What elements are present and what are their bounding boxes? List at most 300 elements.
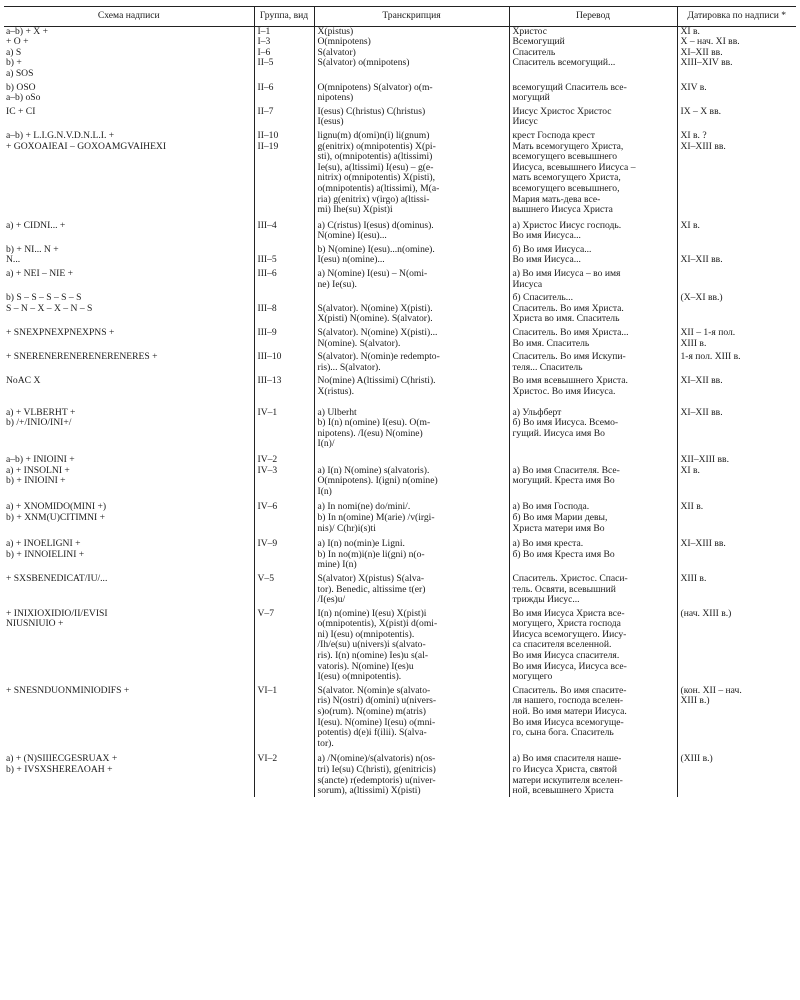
cell-line: a–b) + X + xyxy=(6,25,48,37)
group-cell xyxy=(254,450,314,466)
cell-line: I–6 xyxy=(257,46,271,58)
scheme-cell xyxy=(4,290,254,304)
cell-line: a) + (N)SIIIECGESRUAX + xyxy=(6,753,118,765)
cell-line: ris) N(ostri) d(omini) u(nivers- xyxy=(317,695,437,707)
cell-line: ris)... S(alvator). xyxy=(317,361,381,373)
cell-line: могущего xyxy=(512,671,553,683)
scheme-cell xyxy=(4,450,254,466)
cell-line: Иисуса всемогущего. Иису- xyxy=(512,628,627,640)
group-cell xyxy=(254,571,314,606)
cell-line: a–b) + L.I.G.N.V.D.N.L.I. + xyxy=(6,129,115,141)
group-cell xyxy=(254,255,314,266)
cell-line: ria) g(enitrix) v(irgo) a(ltissi- xyxy=(317,193,430,205)
translation-cell xyxy=(509,128,677,142)
group-cell xyxy=(254,497,314,534)
table-row xyxy=(4,128,796,142)
cell-line: S – N – X – X – N – S xyxy=(6,302,93,314)
cell-line: б) Во имя Иисуса... xyxy=(512,243,592,255)
dating-cell xyxy=(677,255,796,266)
cell-line: b) + XNM(U)CITIMNI + xyxy=(6,511,106,523)
translation-cell xyxy=(509,142,677,216)
cell-line: Спаситель. Во имя Христа. xyxy=(512,302,624,314)
cell-line: I–1 xyxy=(257,25,271,37)
cell-line: Ie(su), a(ltissimi) I(esu) – g(e- xyxy=(317,161,434,173)
cell-line: V–5 xyxy=(257,572,275,584)
cell-line: Во имя Иисуса спасителя. xyxy=(512,650,620,662)
cell-line: vatoris). N(omine) I(es)u xyxy=(317,660,414,672)
cell-line: NoAC X xyxy=(6,375,41,387)
translation-cell xyxy=(509,534,677,571)
cell-line: s)o(rum). N(omine) m(atris) xyxy=(317,706,426,718)
table-row xyxy=(4,266,796,290)
scheme-cell xyxy=(4,142,254,216)
cell-line: b) N(omine) I(esu)...n(omine). xyxy=(317,243,435,255)
table-row xyxy=(4,242,796,256)
cell-line: III–5 xyxy=(257,254,277,266)
cell-line: I(esus) C(hristus) C(hristus) xyxy=(317,105,426,117)
cell-line: O(mnipotens) S(alvator) o(m- xyxy=(317,81,433,93)
cell-line: XIII–XIV вв. xyxy=(680,57,733,69)
cell-line: XIV в. xyxy=(680,81,707,93)
cell-line: XI–XII вв. xyxy=(680,406,723,418)
cell-line: всемогущий Спаситель все- xyxy=(512,81,627,93)
cell-line: a–b) + INIOINI + xyxy=(6,453,75,465)
cell-line: IV–9 xyxy=(257,538,278,550)
dating-cell xyxy=(677,128,796,142)
cell-line: го, сына бога. Спаситель xyxy=(512,727,614,739)
header-translation: Перевод xyxy=(509,7,677,27)
transcription-cell xyxy=(314,142,509,216)
cell-line: s(ancte) r(edemptoris) u(niver- xyxy=(317,774,436,786)
scheme-cell xyxy=(4,266,254,290)
cell-line: tri) Ie(su) C(hristi), g(enitricis) xyxy=(317,764,436,775)
dating-cell xyxy=(677,26,796,48)
cell-line: mi) Ihe(su) X(pist)i xyxy=(317,204,393,216)
cell-line: tor). Benedic, altissime t(er) xyxy=(317,583,426,595)
table-row xyxy=(4,304,796,325)
translation-cell xyxy=(509,290,677,304)
translation-cell xyxy=(509,216,677,242)
cell-line: N(omine). S(alvator). xyxy=(317,337,401,349)
table-row xyxy=(4,255,796,266)
cell-line: Во имя Иисуса, Иисуса все- xyxy=(512,660,627,672)
scheme-cell xyxy=(4,606,254,683)
group-cell xyxy=(254,26,314,48)
cell-line: Христос xyxy=(512,25,547,37)
cell-line: b) + xyxy=(6,57,22,69)
translation-cell xyxy=(509,255,677,266)
cell-line: VI–2 xyxy=(257,753,278,765)
table-row xyxy=(4,216,796,242)
table-row xyxy=(4,373,796,397)
cell-line: го Иисуса Христа, святой xyxy=(512,764,617,775)
cell-line: II–19 xyxy=(257,140,279,152)
cell-line: (нач. XIII в.) xyxy=(680,607,732,619)
group-cell xyxy=(254,606,314,683)
cell-line: X(pistus) xyxy=(317,25,354,37)
cell-line: XII–XIII вв. xyxy=(680,453,729,465)
header-dating: Датировка по надписи * xyxy=(677,7,796,27)
cell-line: Спаситель. Во имя спасите- xyxy=(512,684,627,696)
group-cell xyxy=(254,216,314,242)
cell-line: могущего, Христа господа xyxy=(512,618,621,630)
cell-line xyxy=(681,304,794,315)
cell-line: I–3 xyxy=(257,36,271,48)
scheme-cell xyxy=(4,26,254,48)
cell-line: + SNERENERENERENERENERES + xyxy=(6,351,158,363)
cell-line: lignu(m) d(omi)n(i) li(gnum) xyxy=(317,129,430,141)
group-cell xyxy=(254,242,314,256)
transcription-cell xyxy=(314,48,509,80)
table-row xyxy=(4,450,796,466)
translation-cell xyxy=(509,749,677,796)
cell-line: а) Во имя креста. xyxy=(512,538,584,550)
table-body xyxy=(4,26,796,797)
cell-line: Во имя Иисуса... xyxy=(512,230,581,242)
cell-line: sorum), a(ltissimi) X(pisti) xyxy=(317,785,421,797)
cell-line xyxy=(318,455,506,466)
scheme-cell xyxy=(4,128,254,142)
cell-line: Всемогущий xyxy=(512,36,565,48)
cell-line: всемогущего всевышнего, xyxy=(512,182,620,194)
cell-line: III–10 xyxy=(257,351,282,363)
scheme-cell xyxy=(4,48,254,80)
translation-cell xyxy=(509,373,677,397)
dating-cell xyxy=(677,48,796,80)
cell-line: X(pisti) N(omine). S(alvator). xyxy=(317,313,433,325)
dating-cell xyxy=(677,142,796,216)
transcription-cell xyxy=(314,128,509,142)
cell-line: S(alvator). N(omine) X(pisti). xyxy=(317,302,433,314)
cell-line: + GOXOAIEAI – GOXOAMGVAIHEXI xyxy=(6,140,167,152)
cell-line: (X–XI вв.) xyxy=(680,292,723,304)
cell-line: XI в. xyxy=(680,464,700,476)
cell-line: II–10 xyxy=(257,129,279,141)
cell-line: IV–6 xyxy=(257,501,278,513)
group-cell xyxy=(254,683,314,750)
cell-line: sti), o(mnipotentis) a(ltissimi) xyxy=(317,151,433,163)
transcription-cell xyxy=(314,534,509,571)
cell-line: Иисуса, всевышнего Иисуса – xyxy=(512,161,636,173)
cell-line: b) OSO xyxy=(6,81,36,93)
cell-line: IX – X вв. xyxy=(680,105,722,117)
cell-line: XI–XII вв. xyxy=(680,46,723,58)
scheme-cell xyxy=(4,373,254,397)
cell-line: X – нач. XI вв. xyxy=(680,36,740,48)
cell-line: nipotens). /I(esu) N(omine) xyxy=(317,427,423,439)
cell-line: b) I(n) n(omine) I(esu). O(m- xyxy=(317,417,431,429)
table-row xyxy=(4,142,796,216)
cell-line: XI в. ? xyxy=(680,129,707,141)
cell-line: Спаситель. Во имя Христа... xyxy=(512,327,629,339)
cell-line: всемогущего всевышнего xyxy=(512,151,618,163)
cell-line: Во имя Иисуса всемогуще- xyxy=(512,716,624,728)
transcription-cell xyxy=(314,255,509,266)
cell-line: I(n)/ xyxy=(317,438,335,450)
cell-line: II–6 xyxy=(257,81,274,93)
cell-line: b) + IVSXSHEREΛOAH + xyxy=(6,764,113,775)
header-scheme: Схема надписи xyxy=(4,7,254,27)
cell-line: a–b) oSo xyxy=(6,92,41,104)
cell-line: a) + VLBERHT + xyxy=(6,406,76,418)
cell-line: гущий. Иисуса имя Во xyxy=(512,427,605,439)
group-cell xyxy=(254,373,314,397)
cell-line: a) S xyxy=(6,46,22,58)
cell-line: Спаситель xyxy=(512,46,556,58)
dating-cell xyxy=(677,104,796,128)
group-cell xyxy=(254,48,314,80)
cell-line: а) Во имя Спасителя. Все- xyxy=(512,464,620,476)
cell-line: /Ih/e(su) u(nivers)i s(alvato- xyxy=(317,639,426,651)
cell-line: Мать всемогущего Христа, xyxy=(512,140,624,152)
transcription-cell xyxy=(314,606,509,683)
cell-line: mine) I(n) xyxy=(317,559,357,571)
transcription-cell xyxy=(314,349,509,373)
cell-line: Христос. Во имя Иисуса. xyxy=(512,386,616,397)
cell-line: b) In no(m)i(n)e li(gni) n(o- xyxy=(317,548,425,560)
cell-line: N... xyxy=(6,254,21,266)
cell-line: XII – 1-я пол. xyxy=(680,327,736,339)
cell-line: + SNESNDUONMINIODIFS + xyxy=(6,684,130,696)
scheme-cell xyxy=(4,216,254,242)
dating-cell xyxy=(677,571,796,606)
table-row xyxy=(4,104,796,128)
cell-line: Спаситель. Во имя Искупи- xyxy=(512,351,626,363)
cell-line: potentis) d(e)i f(ilii). S(alva- xyxy=(317,727,427,739)
group-cell xyxy=(254,266,314,290)
group-cell xyxy=(254,325,314,349)
cell-line: XI в. xyxy=(680,25,700,37)
cell-line: XI–XII вв. xyxy=(680,254,723,266)
group-cell xyxy=(254,142,314,216)
cell-line: o(mnipotentis) a(ltissimi), M(a- xyxy=(317,182,440,194)
cell-line: a) N(omine) I(esu) – N(omi- xyxy=(317,268,428,280)
table-row xyxy=(4,26,796,48)
cell-line: II–7 xyxy=(257,105,274,117)
transcription-cell xyxy=(314,749,509,796)
translation-cell xyxy=(509,571,677,606)
dating-cell xyxy=(677,266,796,290)
transcription-cell xyxy=(314,497,509,534)
table-row xyxy=(4,398,796,450)
cell-line: a) + XNOMIDO(MINI +) xyxy=(6,501,107,513)
cell-line: Христа во имя. Спаситель xyxy=(512,313,620,325)
translation-cell xyxy=(509,450,677,466)
translation-cell xyxy=(509,266,677,290)
cell-line: II–5 xyxy=(257,57,274,69)
cell-line: a) + NEI – NIE + xyxy=(6,268,74,280)
translation-cell xyxy=(509,466,677,498)
scheme-cell xyxy=(4,349,254,373)
cell-line: I(esu). N(omine) I(esu) o(mni- xyxy=(317,716,436,728)
cell-line: XI–XII вв. xyxy=(680,375,723,387)
cell-line: б) Во имя Иисуса. Всемо- xyxy=(512,417,619,429)
dating-cell xyxy=(677,304,796,325)
table-row xyxy=(4,683,796,750)
dating-cell xyxy=(677,80,796,104)
dating-cell xyxy=(677,325,796,349)
cell-line: I(esu) n(omine)... xyxy=(317,254,385,266)
cell-line: 1-я пол. XIII в. xyxy=(680,351,741,363)
cell-line: XI–XIII вв. xyxy=(680,538,726,550)
dating-cell xyxy=(677,398,796,450)
dating-cell xyxy=(677,349,796,373)
group-cell xyxy=(254,304,314,325)
header-transcription: Транскрипция xyxy=(314,7,509,27)
table-row xyxy=(4,571,796,606)
transcription-cell xyxy=(314,466,509,498)
translation-cell xyxy=(509,304,677,325)
translation-cell xyxy=(509,606,677,683)
cell-line: са спасителя вселенной. xyxy=(512,639,612,651)
transcription-cell xyxy=(314,304,509,325)
table-row xyxy=(4,497,796,534)
cell-line: b) In n(omine) M(arie) /v(irgi- xyxy=(317,511,435,523)
cell-line: матери искупителя вселен- xyxy=(512,774,623,786)
table-row xyxy=(4,80,796,104)
translation-cell xyxy=(509,104,677,128)
cell-line: nis)/ C(hr)i(s)ti xyxy=(317,522,376,534)
table-row xyxy=(4,349,796,373)
cell-line: a) I(n) N(omine) s(alvatoris). xyxy=(317,464,430,476)
cell-line: tor). xyxy=(317,737,334,749)
cell-line: a) + CIDNI... + xyxy=(6,219,66,231)
cell-line: ной, всевышнего Христа xyxy=(512,785,614,797)
cell-line: Мария мать-дева все- xyxy=(512,193,601,205)
scheme-cell xyxy=(4,304,254,325)
cell-line: a) SOS xyxy=(6,67,34,79)
transcription-cell xyxy=(314,571,509,606)
cell-line: вышнего Иисуса Христа xyxy=(512,204,613,216)
scheme-cell xyxy=(4,571,254,606)
group-cell xyxy=(254,80,314,104)
translation-cell xyxy=(509,48,677,80)
group-cell xyxy=(254,104,314,128)
transcription-cell xyxy=(314,683,509,750)
table-row xyxy=(4,48,796,80)
cell-line: тель. Освяти, всевышний xyxy=(512,583,616,595)
cell-line: g(enitrix) o(mnipotentis) X(pi- xyxy=(317,140,436,152)
cell-line: III–6 xyxy=(257,268,277,280)
dating-cell xyxy=(677,216,796,242)
group-cell xyxy=(254,466,314,498)
cell-line: ni) I(esu) o(mnipotentis). xyxy=(317,628,415,640)
scheme-cell xyxy=(4,325,254,349)
table-row xyxy=(4,534,796,571)
table-row xyxy=(4,466,796,498)
cell-line: III–13 xyxy=(257,375,282,387)
cell-line: VI–1 xyxy=(257,684,278,696)
cell-line xyxy=(681,269,794,280)
cell-line: IC + CI xyxy=(6,105,36,117)
cell-line: a) In nomi(ne) do/mini/. xyxy=(317,501,411,513)
transcription-cell xyxy=(314,80,509,104)
cell-line: б) Во имя Марии девы, xyxy=(512,511,608,523)
cell-line: Во имя всевышнего Христа. xyxy=(512,375,628,387)
dating-cell xyxy=(677,749,796,796)
cell-line: XII в. xyxy=(680,501,704,513)
translation-cell xyxy=(509,26,677,48)
cell-line: а) Во имя спасителя наше- xyxy=(512,753,622,765)
cell-line: Спаситель. Христос. Спаси- xyxy=(512,572,628,584)
cell-line: a) + INSOLNI + xyxy=(6,464,70,476)
dating-cell xyxy=(677,290,796,304)
cell-line: б) Спаситель... xyxy=(512,292,573,304)
dating-cell xyxy=(677,606,796,683)
transcription-cell xyxy=(314,242,509,256)
translation-cell xyxy=(509,349,677,373)
dating-cell xyxy=(677,534,796,571)
translation-cell xyxy=(509,398,677,450)
cell-line: + SNEXPNEXPNEXPNS + xyxy=(6,327,115,339)
cell-line: N(omine) I(esu)... xyxy=(317,230,387,242)
cell-line: a) C(ristus) I(esus) d(ominus). xyxy=(317,219,434,231)
inscriptions-table xyxy=(4,6,796,797)
dating-cell xyxy=(677,373,796,397)
cell-line xyxy=(513,455,674,466)
cell-line: I(n) xyxy=(317,485,332,497)
cell-line: б) Во имя Креста имя Во xyxy=(512,548,615,560)
translation-cell xyxy=(509,325,677,349)
cell-line: могущий xyxy=(512,92,550,104)
cell-line: ne) Ie(su). xyxy=(317,278,357,290)
cell-line: XIII в.) xyxy=(680,695,710,707)
cell-line: S(alvator) xyxy=(317,46,356,58)
scheme-cell xyxy=(4,104,254,128)
cell-line: а) Во имя Иисуса – во имя xyxy=(512,268,621,280)
cell-line: XIII в. xyxy=(680,337,707,349)
cell-line: V–7 xyxy=(257,607,275,619)
cell-line: Иисус Христос Христос xyxy=(512,105,612,117)
scheme-cell xyxy=(4,749,254,796)
dating-cell xyxy=(677,497,796,534)
cell-line: X(ristus). xyxy=(317,386,355,397)
cell-line: + INIXIOXIDIO/II/EVISI xyxy=(6,607,108,619)
transcription-cell xyxy=(314,450,509,466)
cell-line: а) Христос Иисус господь. xyxy=(512,219,622,231)
cell-line: S(alvator. N(omin)e s(alvato- xyxy=(317,684,431,696)
scheme-cell xyxy=(4,242,254,256)
transcription-cell xyxy=(314,216,509,242)
header-row xyxy=(4,7,796,27)
cell-line: nipotens) xyxy=(317,92,354,104)
cell-line: ной. Во имя матери Иисуса. xyxy=(512,706,627,718)
scheme-cell xyxy=(4,683,254,750)
transcription-cell xyxy=(314,373,509,397)
table-row xyxy=(4,606,796,683)
cell-line: трижды Иисус... xyxy=(512,594,580,606)
cell-line: III–4 xyxy=(257,219,277,231)
cell-line: Во имя Иисуса Христа все- xyxy=(512,607,625,619)
cell-line: III–8 xyxy=(257,302,277,314)
cell-line: Христа матери имя Во xyxy=(512,522,605,534)
group-cell xyxy=(254,349,314,373)
cell-line: а) Ульфберт xyxy=(512,406,562,418)
transcription-cell xyxy=(314,290,509,304)
cell-line: No(mine) A(ltissimi) C(hristi). xyxy=(317,375,436,387)
cell-line: IV–3 xyxy=(257,464,278,476)
scheme-cell xyxy=(4,466,254,498)
cell-line: b) + INIOINI + xyxy=(6,475,66,487)
cell-line: O(mnipotens). I(igni) n(omine) xyxy=(317,475,438,487)
cell-line: nitrix) o(mnipotentis) X(pisti), xyxy=(317,172,436,184)
cell-line: Во имя Иисуса... xyxy=(512,254,581,266)
cell-line: ris). I(n) n(omine) Ies)u s(al- xyxy=(317,650,429,662)
cell-line: Во имя. Спаситель xyxy=(512,337,590,349)
group-cell xyxy=(254,398,314,450)
translation-cell xyxy=(509,242,677,256)
cell-line: o(mnipotentis), X(pist)i d(omi- xyxy=(317,618,438,630)
